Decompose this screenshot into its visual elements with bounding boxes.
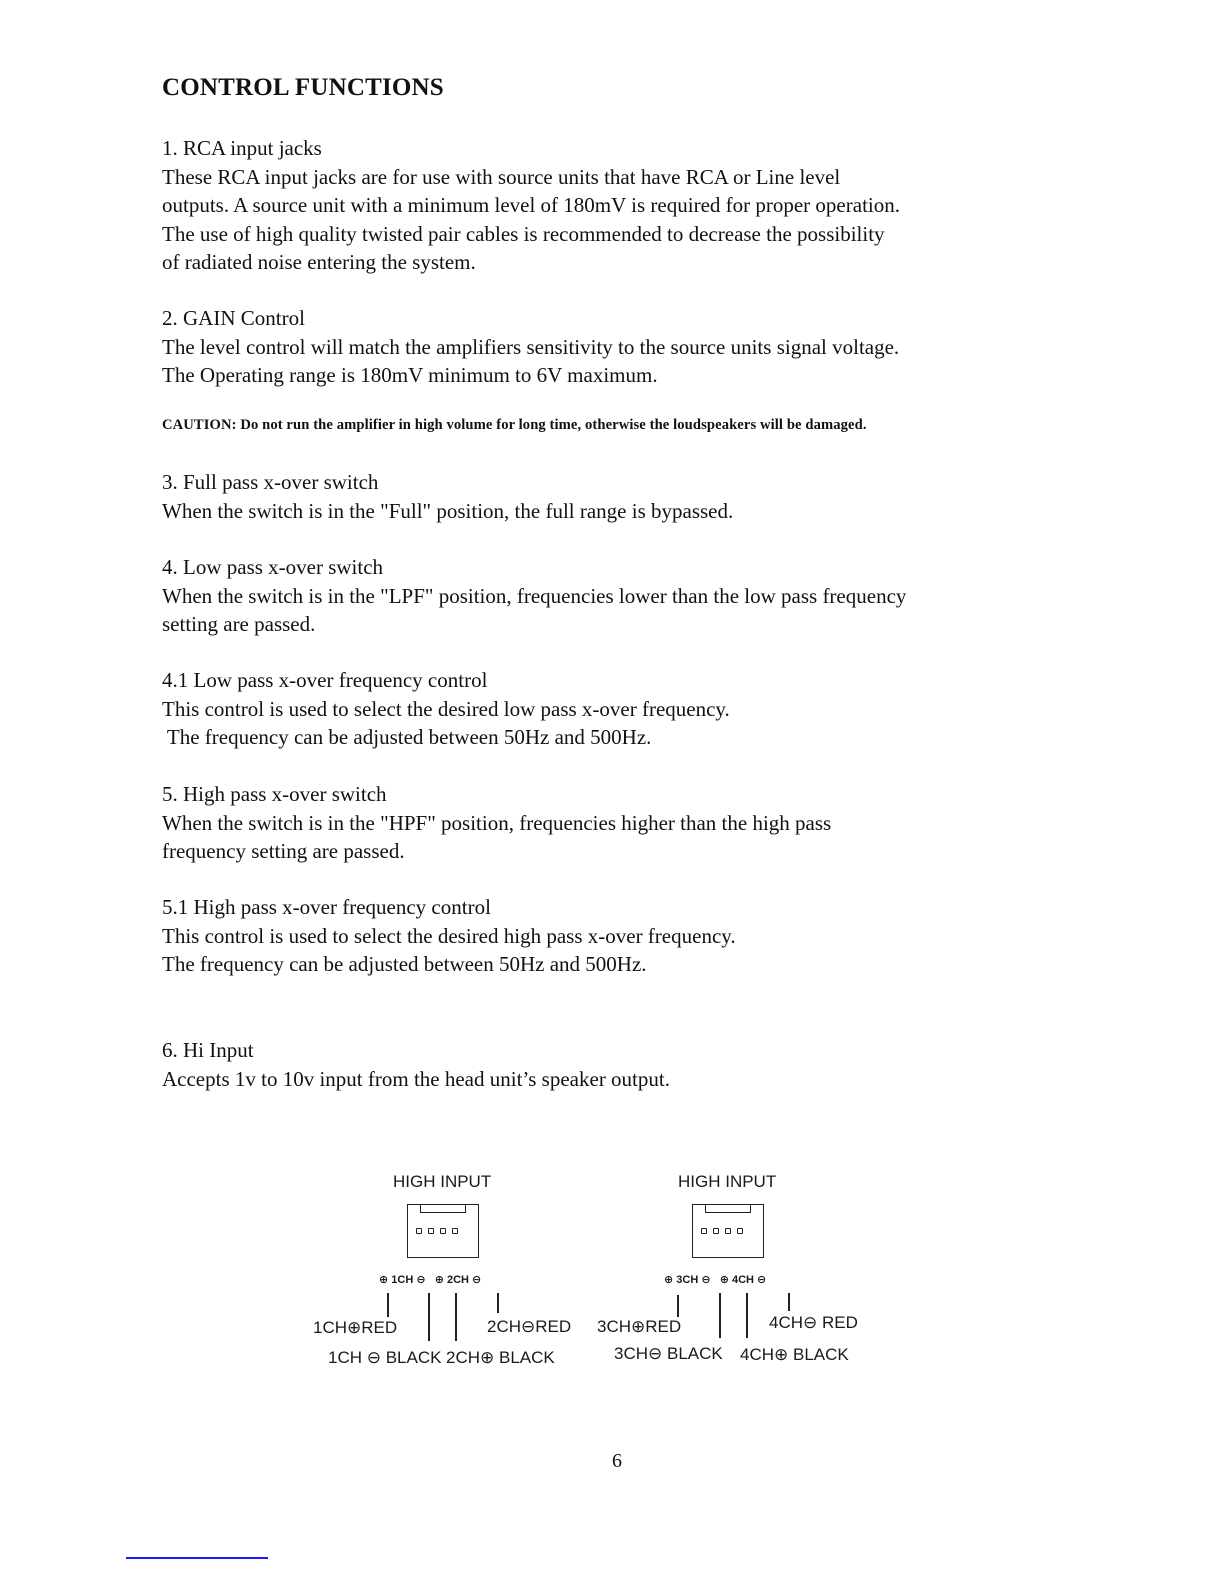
section-heading: 4. Low pass x-over switch [162, 555, 384, 579]
section-heading: 5.1 High pass x-over frequency control [162, 895, 491, 919]
section-heading: 2. GAIN Control [162, 306, 305, 330]
pin-icon [713, 1228, 719, 1234]
caution-notice: CAUTION: Do not run the amplifier in high volume for long time, otherwise the loudspeakers will be damaged. [162, 417, 867, 433]
wire-line [428, 1293, 430, 1341]
section-heading: 1. RCA input jacks [162, 136, 322, 160]
wire-label-ch2-red: 2CH⊖RED [487, 1317, 572, 1336]
page-number: 6 [612, 1450, 622, 1472]
connector-plug-icon [692, 1204, 764, 1258]
section-text: The use of high quality twisted pair cables is recommended to decrease the possibility [162, 221, 885, 246]
diagram-label: HIGH INPUT [393, 1172, 492, 1191]
wire-line [719, 1293, 721, 1338]
connector-plug-icon [407, 1204, 479, 1258]
section-text: setting are passed. [162, 612, 316, 637]
wire-line [387, 1293, 389, 1317]
section-text: This control is used to select the desired low pass x-over frequency. [162, 696, 730, 721]
wire-label-ch4-black: 4CH⊕ BLACK [740, 1345, 849, 1364]
wire-label-ch4-red: 4CH⊖ RED [769, 1313, 858, 1332]
connector-tab [705, 1204, 751, 1213]
section-full-pass-switch [162, 468, 733, 525]
wire-line [788, 1293, 790, 1311]
pin-icon [737, 1228, 743, 1234]
pin-icon [440, 1228, 446, 1234]
section-text: The frequency can be adjusted between 50Hz and 500Hz. [162, 952, 647, 977]
section-text: When the switch is in the "LPF" position, frequencies lower than the low pass frequency [162, 583, 907, 608]
pin-icon [428, 1228, 434, 1234]
section-text: When the switch is in the "Full" position, the full range is bypassed. [162, 498, 734, 523]
connector-pins [701, 1228, 743, 1234]
pin-icon [416, 1228, 422, 1234]
section-text: When the switch is in the "HPF" position, frequencies higher than the high pass [162, 810, 832, 835]
section-rca-input-jacks [162, 134, 900, 277]
diagram-label: HIGH INPUT [678, 1172, 777, 1191]
wire-label-ch2-black: 2CH⊕ BLACK [446, 1348, 555, 1367]
wire-line [746, 1293, 748, 1338]
footer-divider [126, 1557, 268, 1559]
pin-icon [452, 1228, 458, 1234]
wire-line [455, 1293, 457, 1341]
section-text: The level control will match the amplifiers sensitivity to the source units signal voltage. [162, 334, 900, 359]
section-gain-control [162, 304, 899, 390]
section-heading: 5. High pass x-over switch [162, 782, 387, 806]
section-heading: 3. Full pass x-over switch [162, 470, 379, 494]
section-heading: 6. Hi Input [162, 1038, 254, 1062]
section-low-pass-switch [162, 553, 906, 639]
section-text: The Operating range is 180mV minimum to 6V maximum. [162, 363, 658, 388]
section-text: frequency setting are passed. [162, 839, 405, 864]
wire-label-ch1-black: 1CH ⊖ BLACK [328, 1348, 442, 1367]
section-high-pass-switch [162, 780, 831, 866]
wire-label-ch3-black: 3CH⊖ BLACK [614, 1344, 723, 1363]
page-title: CONTROL FUNCTIONS [162, 74, 444, 101]
pin-polarity-labels: ⊕ 1CH ⊖ ⊕ 2CH ⊖ [379, 1274, 482, 1286]
section-text: Accepts 1v to 10v input from the head unit’s speaker output. [162, 1066, 670, 1091]
pin-icon [725, 1228, 731, 1234]
section-low-pass-frequency [162, 666, 730, 752]
section-hi-input [162, 1036, 670, 1093]
wire-label-ch1-red: 1CH⊕RED [313, 1318, 398, 1337]
section-text: These RCA input jacks are for use with source units that have RCA or Line level [162, 164, 841, 189]
connector-pins [416, 1228, 458, 1234]
section-text: This control is used to select the desired high pass x-over frequency. [162, 923, 736, 948]
wire-label-ch3-red: 3CH⊕RED [597, 1317, 682, 1336]
section-text: outputs. A source unit with a minimum level of 180mV is required for proper operation. [162, 193, 900, 218]
wire-line [677, 1295, 679, 1317]
section-text: The frequency can be adjusted between 50Hz and 500Hz. [162, 725, 652, 750]
section-heading: 4.1 Low pass x-over frequency control [162, 668, 488, 692]
pin-icon [701, 1228, 707, 1234]
wire-line [497, 1293, 499, 1313]
section-high-pass-frequency [162, 893, 736, 979]
pin-polarity-labels: ⊕ 3CH ⊖ ⊕ 4CH ⊖ [664, 1274, 767, 1286]
section-text: of radiated noise entering the system. [162, 250, 476, 275]
connector-tab [420, 1204, 466, 1213]
